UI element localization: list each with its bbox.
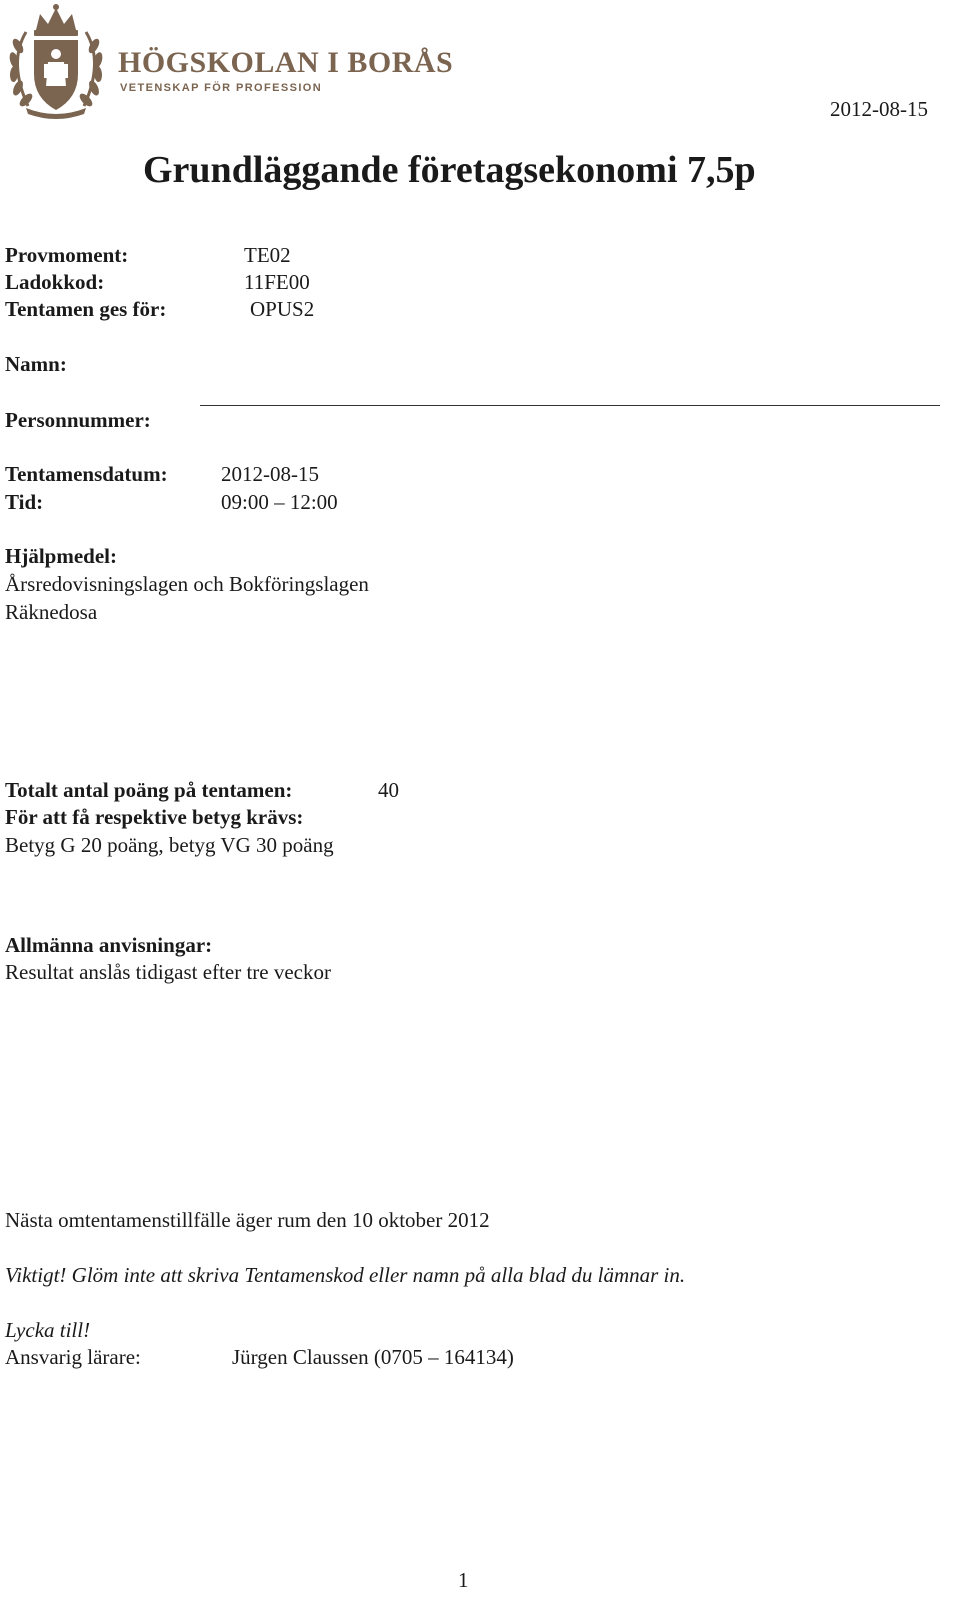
hjalpmedel-heading: Hjälpmedel: xyxy=(5,544,117,568)
namn-label: Namn: xyxy=(5,352,67,376)
instructions-text: Resultat anslås tidigast efter tre veckor xyxy=(5,960,331,984)
grade-requirement-label: För att få respektive betyg krävs: xyxy=(5,805,304,829)
tid-label: Tid: xyxy=(5,490,44,514)
instructions-heading: Allmänna anvisningar: xyxy=(5,933,213,957)
university-crest-logo xyxy=(4,2,108,120)
datum-label: Tentamensdatum: xyxy=(5,462,168,486)
fill-in-line xyxy=(200,405,940,406)
personnummer-label: Personnummer: xyxy=(5,408,151,432)
page-number: 1 xyxy=(458,1568,469,1592)
grade-requirement-text: Betyg G 20 poäng, betyg VG 30 poäng xyxy=(5,833,334,857)
datum-value: 2012-08-15 xyxy=(221,462,319,486)
ladokkod-value: 11FE00 xyxy=(244,270,310,294)
provmoment-label: Provmoment: xyxy=(5,243,129,267)
ladokkod-label: Ladokkod: xyxy=(5,270,105,294)
hjalpmedel-item: Årsredovisningslagen och Bokföringslagen xyxy=(5,572,369,596)
university-name: HÖGSKOLAN I BORÅS xyxy=(118,46,454,79)
ges-for-value: OPUS2 xyxy=(250,297,315,321)
tid-value: 09:00 – 12:00 xyxy=(221,490,338,514)
provmoment-value: TE02 xyxy=(244,243,291,267)
total-points-value: 40 xyxy=(378,778,399,802)
page-title: Grundläggande företagsekonomi 7,5p xyxy=(143,149,756,191)
total-points-label: Totalt antal poäng på tentamen: xyxy=(5,778,293,802)
good-luck: Lycka till! xyxy=(5,1318,91,1342)
hjalpmedel-item: Räknedosa xyxy=(5,600,98,624)
header-date: 2012-08-15 xyxy=(830,97,928,121)
retake-info: Nästa omtentamenstillfälle äger rum den 10 oktober 2012 xyxy=(5,1208,490,1232)
ges-for-label: Tentamen ges för: xyxy=(5,297,167,321)
university-tagline: VETENSKAP FÖR PROFESSION xyxy=(120,82,323,94)
teacher-contact: Jürgen Claussen (0705 – 164134) xyxy=(232,1345,514,1369)
teacher-label: Ansvarig lärare: xyxy=(5,1345,141,1369)
important-note: Viktigt! Glöm inte att skriva Tentamenskod eller namn på alla blad du lämnar in. xyxy=(5,1263,686,1287)
